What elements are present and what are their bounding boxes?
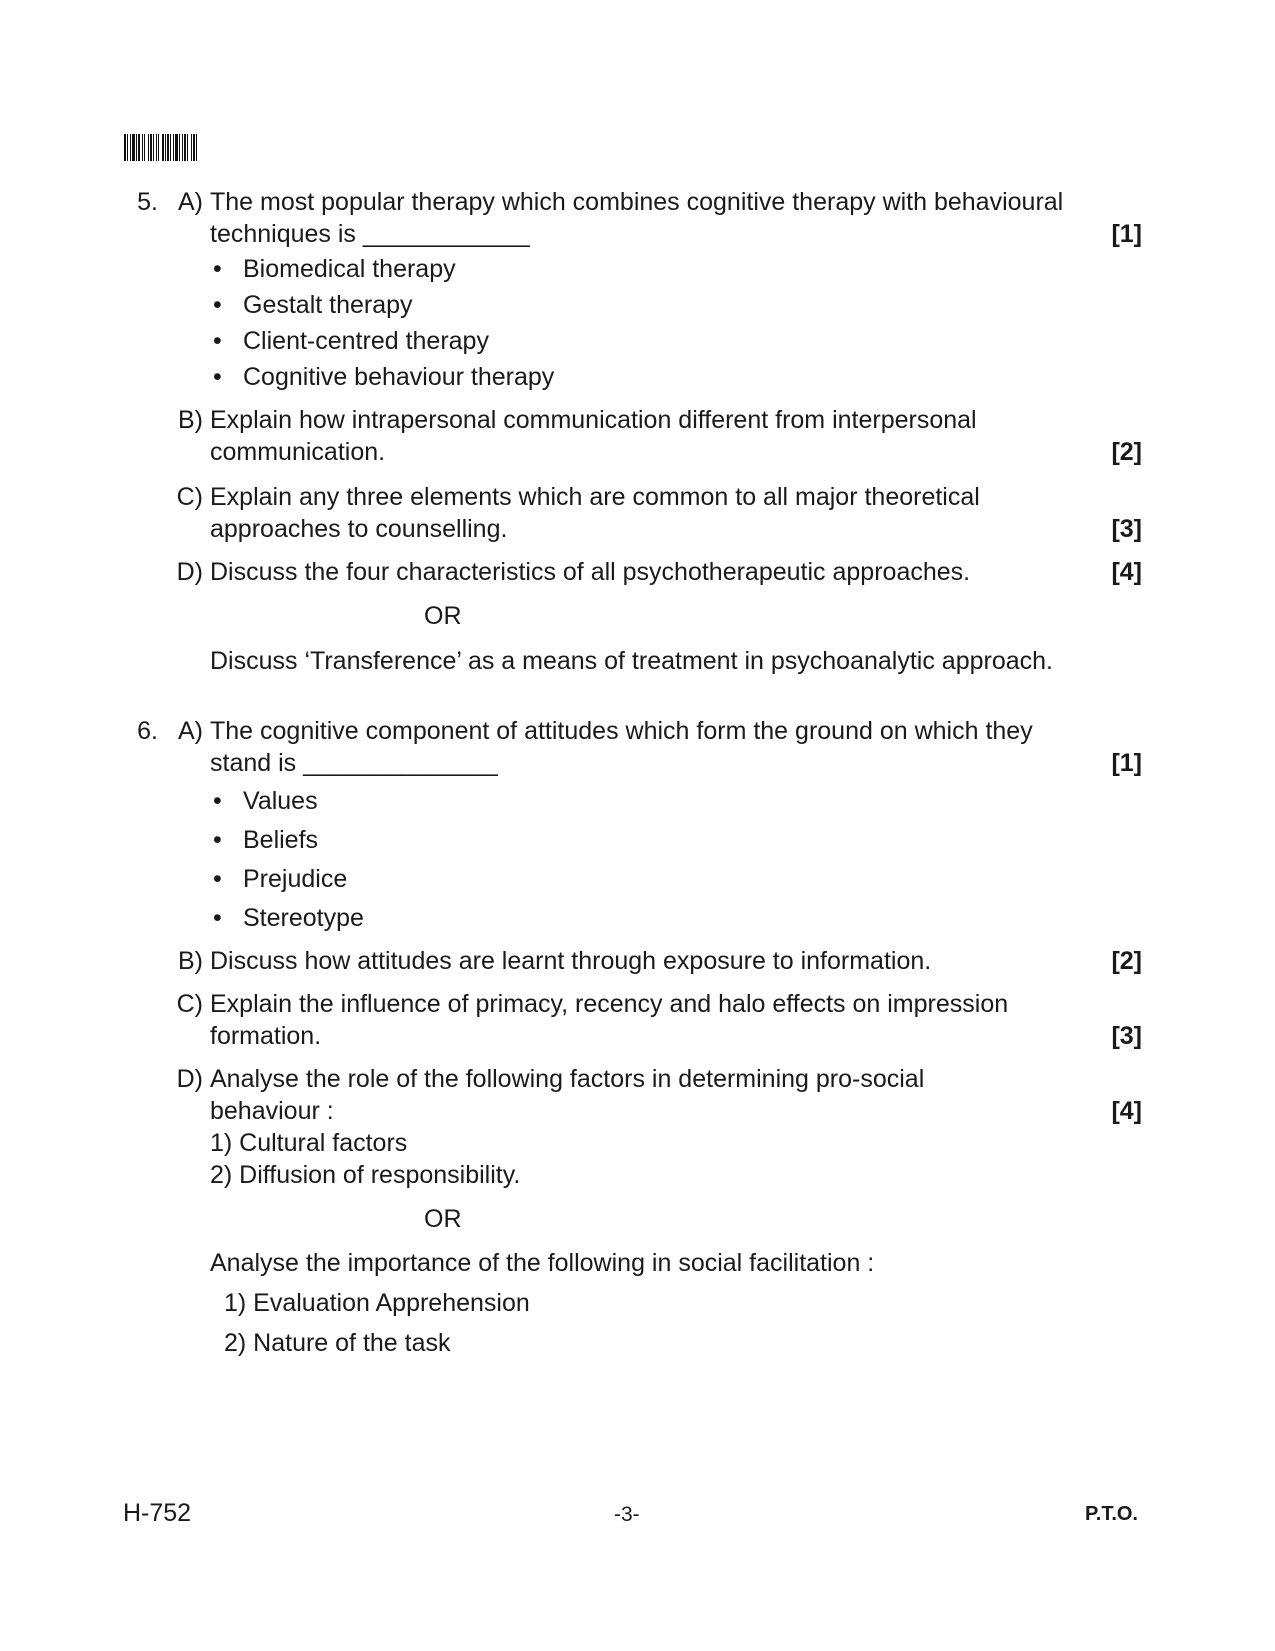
bullet-icon: • (213, 327, 222, 355)
bullet-icon: • (213, 865, 222, 893)
bullet-icon: • (213, 255, 222, 283)
option-item (213, 863, 347, 896)
question-text: communication. (210, 438, 386, 466)
alternative-question: Analyse the importance of the following in social facilitation : (210, 1249, 875, 1277)
marks-badge: [4] (1111, 558, 1142, 586)
option-text: Gestalt therapy (243, 291, 413, 319)
part-label: C) (176, 483, 203, 511)
question-text: The cognitive component of attitudes which form the ground on which they (210, 717, 1033, 745)
question-text: Analyse the role of the following factors in determining pro-social (210, 1065, 925, 1093)
question-text: approaches to counselling. (210, 515, 508, 543)
part-label: A) (178, 188, 203, 216)
option-text: Client-centred therapy (243, 327, 489, 355)
question-text: Discuss how attitudes are learnt through exposure to information. (210, 947, 932, 975)
option-item (213, 902, 364, 935)
question-text: Discuss the four characteristics of all psychotherapeutic approaches. (210, 558, 971, 586)
question-number: 6. (137, 717, 158, 745)
bullet-icon: • (213, 787, 222, 815)
sub-item: 2) Diffusion of responsibility. (210, 1161, 521, 1189)
option-item (213, 785, 318, 818)
bullet-icon: • (213, 904, 222, 932)
option-text: Biomedical therapy (243, 255, 456, 283)
bullet-icon: • (213, 826, 222, 854)
option-item (213, 325, 489, 358)
bullet-icon: • (213, 363, 222, 391)
question-text: Explain the influence of primacy, recency and halo effects on impression (210, 990, 1009, 1018)
part-label: A) (178, 717, 203, 745)
option-text: Beliefs (243, 826, 319, 854)
part-label: B) (178, 406, 203, 434)
part-label: B) (178, 947, 203, 975)
marks-badge: [2] (1111, 947, 1142, 975)
question-text: techniques is ____________ (210, 220, 530, 248)
part-label: D) (176, 558, 203, 586)
or-separator: OR (424, 1205, 462, 1233)
marks-badge: [3] (1111, 515, 1142, 543)
marks-badge: [1] (1111, 749, 1142, 777)
pto-label: P.T.O. (1085, 1503, 1138, 1525)
question-text: The most popular therapy which combines cognitive therapy with behavioural (210, 188, 1064, 216)
question-text: Explain any three elements which are common to all major theoretical (210, 483, 980, 511)
alternative-question: Discuss ‘Transference’ as a means of treatment in psychoanalytic approach. (210, 647, 1053, 675)
barcode (124, 134, 264, 161)
option-item (213, 289, 413, 322)
part-label: C) (176, 990, 203, 1018)
question-text: stand is ______________ (210, 749, 498, 777)
sub-item: 1) Evaluation Apprehension (224, 1289, 530, 1317)
or-separator: OR (424, 602, 462, 630)
option-item (213, 824, 318, 857)
barcode-bar (197, 134, 199, 161)
page-number: -3- (614, 1503, 640, 1526)
paper-code: H-752 (123, 1499, 192, 1527)
option-text: Cognitive behaviour therapy (243, 363, 555, 391)
question-text: behaviour : (210, 1097, 334, 1125)
question-text: Explain how intrapersonal communication different from interpersonal (210, 406, 977, 434)
marks-badge: [3] (1111, 1022, 1142, 1050)
option-item (213, 361, 554, 394)
option-text: Values (243, 787, 318, 815)
option-text: Prejudice (243, 865, 348, 893)
marks-badge: [2] (1111, 438, 1142, 466)
marks-badge: [1] (1111, 220, 1142, 248)
question-number: 5. (137, 188, 158, 216)
sub-item: 1) Cultural factors (210, 1129, 408, 1157)
option-item (213, 253, 456, 286)
part-label: D) (176, 1065, 203, 1093)
bullet-icon: • (213, 291, 222, 319)
sub-item: 2) Nature of the task (224, 1329, 451, 1357)
option-text: Stereotype (243, 904, 364, 932)
question-text: formation. (210, 1022, 322, 1050)
marks-badge: [4] (1111, 1097, 1142, 1125)
